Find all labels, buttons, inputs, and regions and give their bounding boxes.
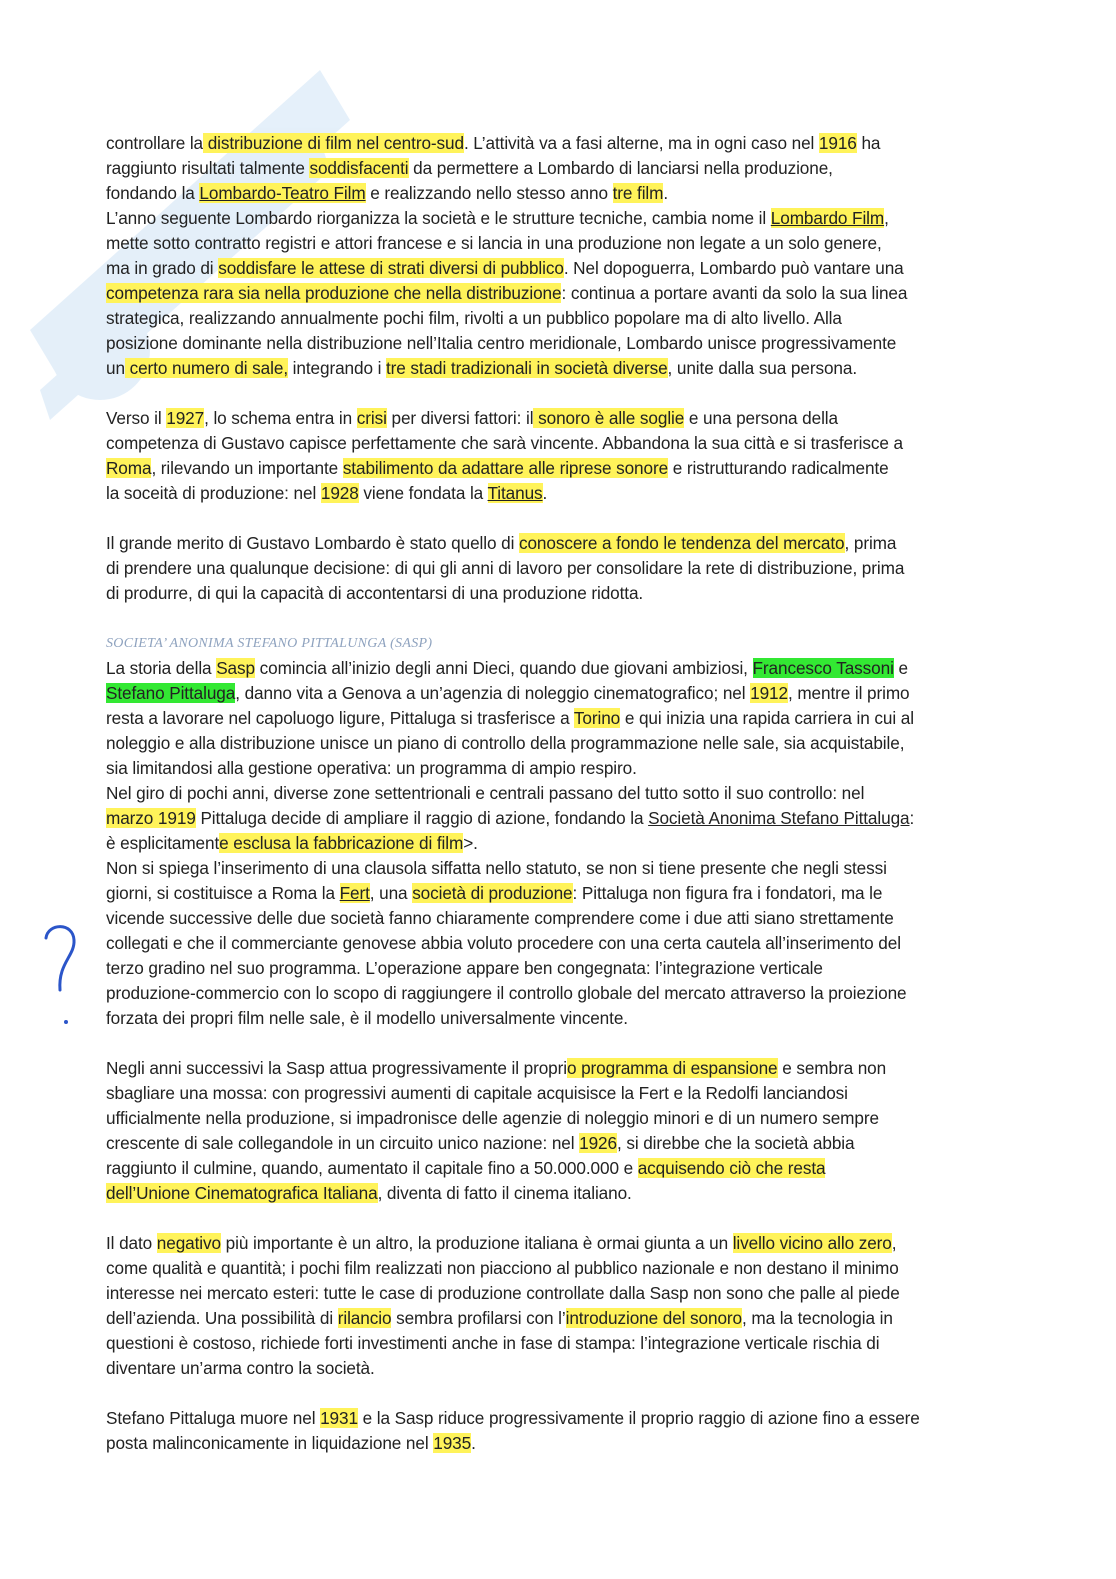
text-span: Negli anni successivi la Sasp attua progressivamente il propri [106, 1058, 567, 1078]
text-span: : [909, 808, 915, 828]
text-span: La storia della [106, 658, 217, 678]
highlighted-text: 1926 [579, 1133, 617, 1153]
text-line [106, 1356, 1006, 1381]
text-line [106, 881, 1006, 906]
text-span: mette sotto contratto registri e attori francese e si lancia in una produzione non legate a un solo genere, [106, 233, 882, 253]
text-span: e [893, 658, 908, 678]
text-line [106, 306, 1006, 331]
text-span: Il grande merito di Gustavo Lombardo è stato quello di [106, 533, 519, 553]
text-span: più importante è un altro, la produzione italiana è ormai giunta a un [220, 1233, 733, 1253]
highlighted-text: 1931 [320, 1408, 358, 1428]
text-span: crescente di sale collegandole in un circuito unico nazione: nel [106, 1133, 580, 1153]
text-line [106, 681, 1006, 706]
text-span: . [663, 183, 669, 203]
text-span: , prima [844, 533, 897, 553]
text-span: , lo schema entra in [204, 408, 357, 428]
text-span: raggiunto il culmine, quando, aumentato il capitale fino a 50.000.000 e [106, 1158, 638, 1178]
text-line [106, 181, 1006, 206]
text-line [106, 656, 1006, 681]
highlighted-text: certo numero di sale, [124, 358, 288, 378]
text-line [106, 481, 1006, 506]
text-span: ma in grado di [106, 258, 219, 278]
highlighted-text: Titanus [487, 483, 543, 503]
highlighted-text: sonoro è alle soglie [533, 408, 685, 428]
text-span: Verso il [106, 408, 167, 428]
text-span: come qualità e quantità; i pochi film realizzati non piacciono al pubblico nazionale e non destano il minimo [106, 1258, 899, 1278]
text-line [106, 1131, 1006, 1156]
text-span: strategica, realizzando annualmente pochi film, rivolti a un pubblico popolare ma di alto livello. Alla [106, 308, 842, 328]
highlighted-text: soddisfacenti [309, 158, 409, 178]
highlighted-text: distribuzione di film nel centro-sud [203, 133, 464, 153]
lombardo-section [106, 131, 1006, 606]
text-span: sembra profilarsi con l’ [391, 1308, 566, 1328]
text-line [106, 456, 1006, 481]
text-span: L’anno seguente Lombardo riorganizza la società e le strutture tecniche, cambia nome il [106, 208, 771, 228]
highlighted-text: tre film [612, 183, 664, 203]
document-body [106, 131, 1006, 1456]
text-span: : continua a portare avanti da solo la sua linea [561, 283, 908, 303]
highlighted-text: 1912 [750, 683, 788, 703]
text-span: ha [856, 133, 881, 153]
highlighted-text: 1928 [320, 483, 359, 503]
text-span: un [106, 358, 125, 378]
text-span: posizione dominante nella distribuzione nell’Italia centro meridionale, Lombardo unisce progressivamente [106, 333, 897, 353]
text-span: . Nel dopoguerra, Lombardo può vantare una [563, 258, 904, 278]
highlighted-text: soddisfare le attese di strati diversi di pubblico [218, 258, 564, 278]
text-line [106, 1006, 1006, 1031]
text-span: , una [369, 883, 413, 903]
text-line [106, 1106, 1006, 1131]
text-span: e qui inizia una rapida carriera in cui al [620, 708, 914, 728]
text-span: di produrre, di qui la capacità di accontentarsi di una produzione ridotta. [106, 583, 644, 603]
text-span: , ma la tecnologia in [742, 1308, 893, 1328]
highlighted-text: acquisendo ciò che resta [637, 1158, 826, 1178]
text-span: , diventa di fatto il cinema italiano. [377, 1183, 632, 1203]
text-span: Stefano Pittaluga muore nel [106, 1408, 321, 1428]
text-span: da permettere a Lombardo di lanciarsi nella produzione, [408, 158, 833, 178]
text-span: competenza di Gustavo capisce perfettamente che sarà vincente. Abbandona la sua città e si trasferisce a [106, 433, 903, 453]
highlighted-text: Francesco Tassoni [752, 658, 894, 678]
text-line [106, 1081, 1006, 1106]
text-line [106, 1281, 1006, 1306]
text-span: >. [463, 833, 478, 853]
text-line [106, 806, 1006, 831]
text-line [106, 331, 1006, 356]
text-span: Il dato [106, 1233, 157, 1253]
text-line [106, 706, 1006, 731]
highlighted-text: Lombardo Film [770, 208, 885, 228]
highlighted-text: stabilimento da adattare alle riprese sonore [342, 458, 669, 478]
highlighted-text: dell’Unione Cinematografica Italiana [106, 1183, 378, 1203]
text-span: e sembra non [777, 1058, 887, 1078]
text-span: sia limitandosi alla gestione operativa: un programma di ampio respiro. [106, 758, 637, 778]
text-line [106, 831, 1006, 856]
text-line [106, 406, 1006, 431]
text-line [106, 206, 1006, 231]
text-line [106, 581, 1006, 606]
text-span: . [471, 1433, 476, 1453]
text-span: noleggio e alla distribuzione unisce un piano di controllo della programmazione nelle sale, sia acquistabile, [106, 733, 905, 753]
highlighted-text: o programma di espansione [566, 1058, 778, 1078]
text-span: questioni è costoso, richiede forti investimenti anche in fase di stampa: l’integrazione verticale rischia di [106, 1333, 880, 1353]
text-span: : Pittaluga non figura fra i fondatori, ma le [572, 883, 883, 903]
text-span: . [542, 483, 548, 503]
text-span: e ristrutturando radicalmente [668, 458, 889, 478]
text-line [106, 1231, 1006, 1256]
highlighted-text: conoscere a fondo le tendenza del mercato [518, 533, 845, 553]
highlighted-text: Stefano Pittaluga [106, 683, 236, 703]
text-span: , rilevando un importante [151, 458, 343, 478]
text-span: per diversi fattori: il [386, 408, 534, 428]
text-span: integrando i [288, 358, 386, 378]
highlighted-text: marzo 1919 [106, 808, 196, 828]
text-line [106, 1406, 1006, 1431]
text-span: resta a lavorare nel capoluogo ligure, Pittaluga si trasferisce a [106, 708, 574, 728]
text-span: produzione-commercio con lo scopo di raggiungere il controllo globale del mercato attraverso la proiezione [106, 983, 907, 1003]
highlighted-text: rilancio [337, 1308, 392, 1328]
text-line [106, 856, 1006, 881]
text-span: terzo gradino nel suo programma. L’operazione appare ben congegnata: l’integrazione verticale [106, 958, 823, 978]
text-span: posta malinconicamente in liquidazione nel [106, 1433, 434, 1453]
text-span: Nel giro di pochi anni, diverse zone settentrionali e centrali passano del tutto sotto il suo controllo: nel [106, 783, 865, 803]
highlighted-text: introduzione del sonoro [565, 1308, 743, 1328]
highlighted-text: 1927 [166, 408, 205, 428]
text-line [106, 356, 1006, 381]
text-span: , si direbbe che la società abbia [616, 1133, 855, 1153]
text-span: di prendere una qualunque decisione: di qui gli anni di lavoro per consolidare la rete di distribuzione, prima [106, 558, 905, 578]
highlighted-text: competenza rara sia nella produzione che nella distribuzione [106, 283, 562, 303]
highlighted-text: negativo [156, 1233, 221, 1253]
text-span: , unite dalla sua persona. [667, 358, 857, 378]
text-span: viene fondata la [358, 483, 488, 503]
text-span: forzata dei propri film nelle sale, è il modello universalmente vincente. [106, 1008, 628, 1028]
section-title-sasp: SOCIETA’ ANONIMA STEFANO PITTALUNGA (SASP) [106, 636, 433, 651]
text-line [106, 1331, 1006, 1356]
highlighted-text: società di produzione [412, 883, 573, 903]
text-span: sbagliare una mossa: con progressivi aumenti di capitale acquisisce la Fert e la Redolfi lanciandosi [106, 1083, 848, 1103]
text-span: , [891, 1233, 897, 1253]
text-span: la soceità di produzione: nel [106, 483, 321, 503]
highlighted-text: Sasp [216, 658, 255, 678]
highlighted-text: Lombardo-Teatro Film [199, 183, 366, 203]
text-span: è esplicitament [106, 833, 220, 853]
text-line [106, 1056, 1006, 1081]
sasp-section [106, 656, 1006, 1456]
text-span: . L’attività va a fasi alterne, ma in ogni caso nel [463, 133, 819, 153]
highlighted-text: Roma [106, 458, 152, 478]
text-span: collegati e che il commerciante genovese abbia voluto procedere con una certa cautela all’inserimento del [106, 933, 901, 953]
text-span: raggiunto risultati talmente [106, 158, 310, 178]
text-span: comincia all’inizio degli anni Dieci, quando due giovani ambiziosi, [254, 658, 753, 678]
text-line [106, 1306, 1006, 1331]
text-span: dell’azienda. Una possibilità di [106, 1308, 338, 1328]
text-span: controllare la [106, 133, 204, 153]
text-line [106, 156, 1006, 181]
text-line [106, 781, 1006, 806]
text-span: interesse nei mercato esteri: tutte le case di produzione controllate dalla Sasp non sono che palle al piede [106, 1283, 900, 1303]
text-span: e realizzando nello stesso anno [365, 183, 613, 203]
text-line [106, 1256, 1006, 1281]
text-span: e una persona della [684, 408, 838, 428]
highlighted-text: e esclusa la fabbricazione di film [219, 833, 464, 853]
highlighted-text: tre stadi tradizionali in società diverse [385, 358, 668, 378]
text-line [106, 531, 1006, 556]
text-span: giorni, si costituisce a Roma la [106, 883, 340, 903]
text-span: Pittaluga decide di ampliare il raggio di azione, fondando la [195, 808, 649, 828]
text-line [106, 1156, 1006, 1181]
text-span: ufficialmente nella produzione, si impadronisce delle agenzie di noleggio minori e di un numero sempre [106, 1108, 879, 1128]
text-line [106, 931, 1006, 956]
highlighted-text: 1935 [433, 1433, 472, 1453]
text-span: , [884, 208, 889, 228]
text-line [106, 1431, 1006, 1456]
text-span: , danno vita a Genova a un’agenzia di noleggio cinematografico; nel [235, 683, 751, 703]
highlighted-text: livello vicino allo zero [732, 1233, 892, 1253]
highlighted-text: Torino [573, 708, 621, 728]
highlighted-text: 1916 [818, 133, 857, 153]
text-span: diventare un’arma contro la società. [106, 1358, 375, 1378]
text-span: Non si spiega l’inserimento di una clausola siffatta nello statuto, se non si tiene presente che negli stessi [106, 858, 887, 878]
text-line [106, 431, 1006, 456]
text-span: vicende successive delle due società fanno chiaramente comprendere come i due atti siano strettamente [106, 908, 894, 928]
text-span: Società Anonima Stefano Pittaluga [648, 808, 910, 828]
text-line [106, 906, 1006, 931]
highlighted-text: crisi [356, 408, 387, 428]
text-line [106, 231, 1006, 256]
text-line [106, 731, 1006, 756]
text-span: e la Sasp riduce progressivamente il proprio raggio di azione fino a essere [357, 1408, 920, 1428]
text-line [106, 981, 1006, 1006]
text-line [106, 956, 1006, 981]
text-span: , mentre il primo [787, 683, 910, 703]
text-line [106, 1181, 1006, 1206]
handwritten-question-mark [38, 918, 86, 1028]
highlighted-text: Fert [339, 883, 370, 903]
text-line [106, 256, 1006, 281]
text-span: fondando la [106, 183, 200, 203]
text-line [106, 281, 1006, 306]
text-line [106, 756, 1006, 781]
text-line [106, 556, 1006, 581]
text-line [106, 131, 1006, 156]
